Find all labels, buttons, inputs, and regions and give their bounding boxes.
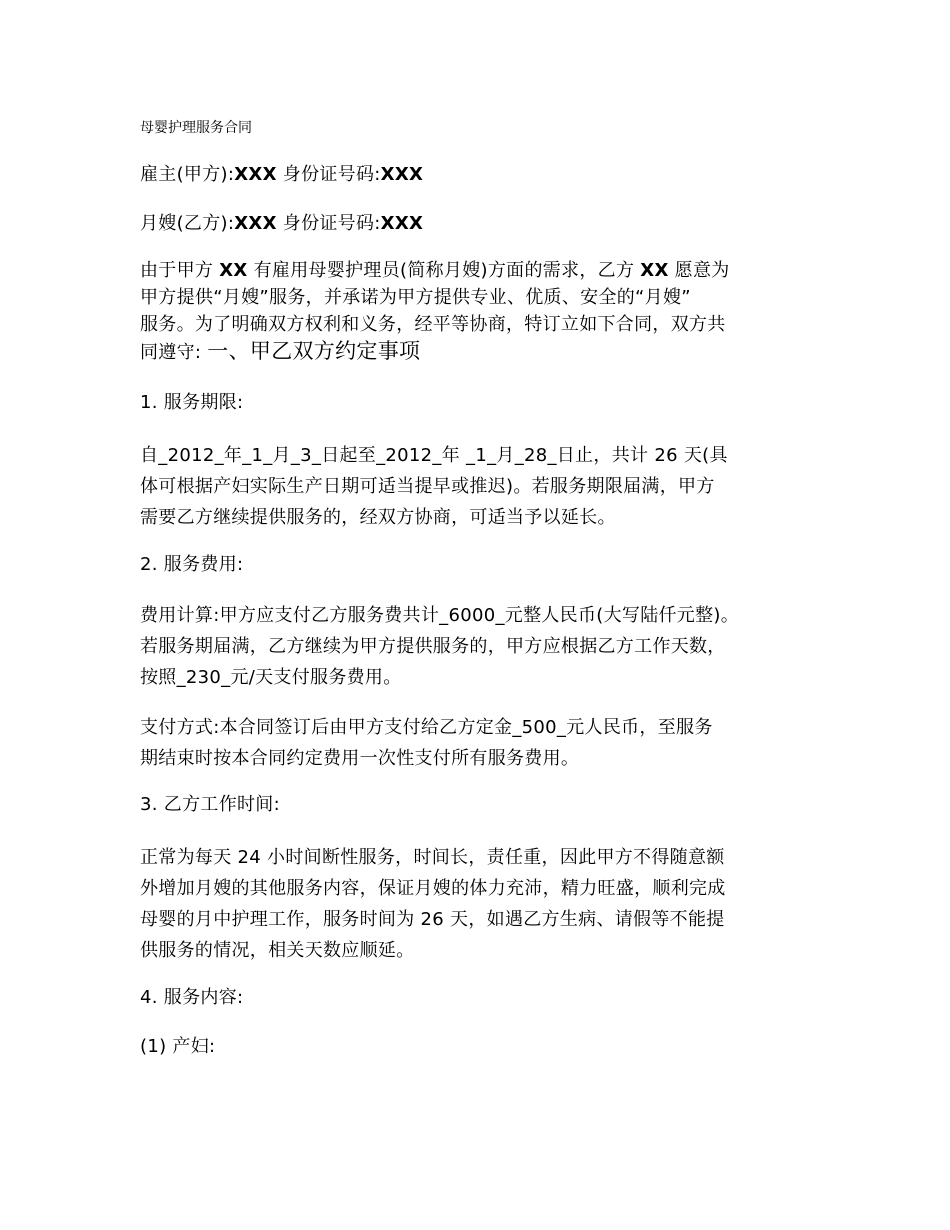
intro-line-1 bbox=[140, 257, 730, 284]
party-b-name: XX bbox=[640, 260, 669, 281]
employer-name: XXX bbox=[234, 164, 277, 185]
section-3-line-3: 母婴的月中护理工作，服务时间为 26 天，如遇乙方生病、请假等不能提 bbox=[140, 909, 725, 930]
section-1-line-3: 需要乙方继续提供服务的，经双方协商，可适当予以延长。 bbox=[140, 507, 616, 528]
section-4-item-1: (1) 产妇: bbox=[140, 1036, 216, 1057]
intro-text: 有雇用母婴护理员(简称月嫂)方面的需求，乙方 bbox=[247, 260, 641, 281]
section-3-line-1: 正常为每天 24 小时间断性服务，时间长，责任重，因此甲方不得随意额 bbox=[140, 847, 725, 868]
employer-line bbox=[140, 162, 423, 188]
pay-line-2: 期结束时按本合同约定费用一次性支付所有服务费用。 bbox=[140, 748, 580, 769]
fee-line-1: 费用计算:甲方应支付乙方服务费共计_6000_元整人民币(大写陆仟元整)。 bbox=[140, 605, 740, 626]
fee-line-2: 若服务期届满，乙方继续为甲方提供服务的，甲方应根据乙方工作天数， bbox=[140, 636, 726, 657]
nanny-id-value: XXX bbox=[380, 213, 424, 234]
nanny-line bbox=[140, 211, 423, 237]
intro-line-2: 甲方提供“月嫂”服务，并承诺为甲方提供专业、优质、安全的“月嫂” bbox=[140, 287, 691, 308]
document-title: 母婴护理服务合同 bbox=[140, 120, 252, 136]
nanny-name: XXX bbox=[234, 213, 277, 234]
intro-line-3: 服务。为了明确双方权利和义务，经平等协商，特订立如下合同，双方共 bbox=[140, 314, 726, 335]
nanny-id-label: 身份证号码: bbox=[276, 213, 381, 234]
intro-text: 由于甲方 bbox=[140, 260, 220, 281]
section-1-line-1: 自_2012_年_1_月_3_日起至_2012_年 _1_月_28_日止，共计 26 天(具 bbox=[140, 445, 728, 466]
section-3-line-4: 供服务的情况，相关天数应顺延。 bbox=[140, 940, 415, 961]
intro-text: 愿意为 bbox=[668, 260, 730, 281]
payment-method bbox=[140, 712, 713, 774]
fee-line-3: 按照_230_元/天支付服务费用。 bbox=[140, 667, 402, 688]
employer-label: 雇主(甲方): bbox=[140, 164, 235, 185]
fee-calculation bbox=[140, 600, 739, 693]
employer-id-value: XXX bbox=[380, 164, 424, 185]
section-2-heading: 2. 服务费用: bbox=[140, 554, 244, 575]
section-1-line-2: 体可根据产妇实际生产日期可适当提早或推迟)。若服务期限届满，甲方 bbox=[140, 476, 715, 497]
nanny-label: 月嫂(乙方): bbox=[140, 213, 235, 234]
intro-paragraph bbox=[140, 257, 730, 366]
intro-text: 同遵守: bbox=[140, 342, 208, 363]
section-1-heading: 1. 服务期限: bbox=[140, 392, 244, 413]
intro-line-4 bbox=[140, 338, 730, 366]
section-3-heading: 3. 乙方工作时间: bbox=[140, 794, 280, 815]
employer-id-label: 身份证号码: bbox=[276, 164, 381, 185]
section-3-body bbox=[140, 842, 726, 966]
section-1-body bbox=[140, 440, 728, 533]
section-3-line-2: 外增加月嫂的其他服务内容，保证月嫂的体力充沛，精力旺盛，顺利完成 bbox=[140, 878, 726, 899]
party-a-name: XX bbox=[219, 260, 248, 281]
pay-line-1: 支付方式:本合同签订后由甲方支付给乙方定金_500_元人民币，至服务 bbox=[140, 717, 713, 738]
section-4-heading: 4. 服务内容: bbox=[140, 987, 244, 1008]
section-heading-one: 一、甲乙双方约定事项 bbox=[207, 339, 421, 363]
